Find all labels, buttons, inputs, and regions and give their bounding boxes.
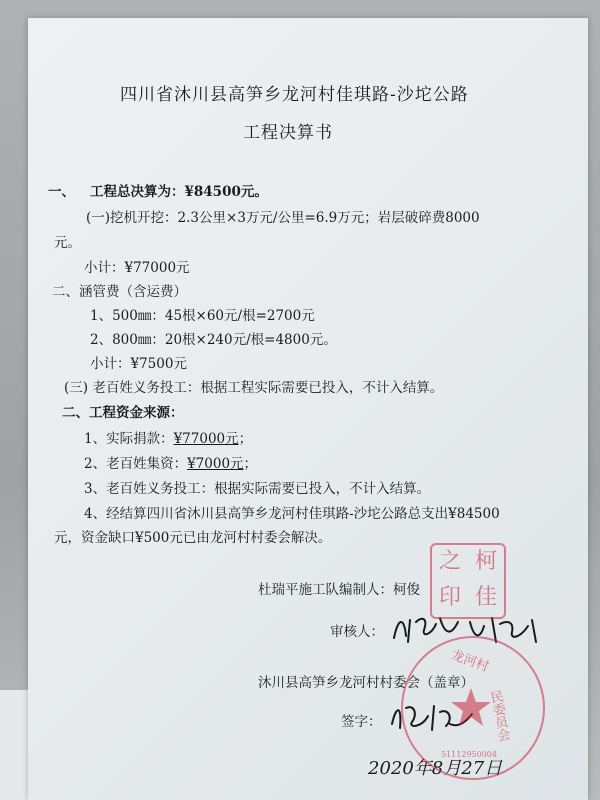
fund-2-end: ； <box>243 456 258 472</box>
document-title: 四川省沐川县高笋乡龙河村佳琪路-沙坨公路 <box>120 85 469 105</box>
seal-number: 51112950004 <box>441 750 497 759</box>
section-1-heading: 工程总决算为：¥84500元。 <box>90 184 268 200</box>
handwritten-date: 2020年8月27日 <box>368 758 503 779</box>
fund-2 <box>84 452 257 472</box>
square-seal-char-2: 柯 <box>474 549 497 574</box>
fund-2-label: 2、老百姓集资： <box>84 456 188 472</box>
fund-4-line-2: 元，资金缺口¥500元已由龙河村村委会解决。 <box>54 530 332 546</box>
section-1-number: 一、 <box>48 184 75 200</box>
fund-3: 3、老百姓义务投工：根据实际需要已投入，不计入结算。 <box>84 481 431 497</box>
subtotal-1: 小计：¥77000元 <box>84 260 190 276</box>
square-seal-char-4: 佳 <box>474 585 497 610</box>
compiler-line: 杜瑞平施工队编制人：柯俊 <box>258 582 420 598</box>
section-2-heading: 二、工程资金来源： <box>62 405 184 421</box>
item-1-line-1: (一)挖机开挖：2.3公里×3万元/公里=6.9万元；岩层破碎费8000 <box>86 210 480 226</box>
square-seal-char-1: 之 <box>438 549 461 574</box>
reviewer-label: 审核人： <box>330 624 384 640</box>
fund-1 <box>84 427 252 447</box>
subtotal-2: 小计：¥7500元 <box>90 356 187 372</box>
item-2-line-1: 1、500㎜：45根×60元/根=2700元 <box>90 308 315 324</box>
item-2-heading: 二、涵管费（含运费） <box>52 284 187 300</box>
seal-text-top: 龙河村 <box>448 647 491 676</box>
item-3: (三) 老百姓义务投工：根据工程实际需要已投入，不计入结算。 <box>64 380 444 396</box>
item-1-line-2: 元。 <box>54 235 81 251</box>
fund-1-end: ； <box>238 431 253 447</box>
red-round-seal <box>401 636 545 780</box>
red-square-seal <box>430 543 506 619</box>
fund-1-label: 1、实际捐款： <box>84 431 174 447</box>
signature-label: 签字： <box>341 714 382 730</box>
fund-1-amount: ¥77000元 <box>173 431 239 447</box>
fund-4-line-1: 4、经结算四川省沐川县高笋乡龙河村佳琪路-沙坨公路总支出¥84500 <box>84 506 500 522</box>
square-seal-char-3: 印 <box>438 585 461 610</box>
document-subtitle: 工程决算书 <box>243 123 333 143</box>
committee-line: 沐川县高笋乡龙河村村委会（盖章） <box>258 675 474 691</box>
fund-2-amount: ¥7000元 <box>187 456 244 472</box>
item-2-line-2: 2、800㎜：20根×240元/根=4800元。 <box>90 332 337 348</box>
seal-text-side: 民委员会 <box>486 689 511 743</box>
document-page <box>28 18 588 800</box>
